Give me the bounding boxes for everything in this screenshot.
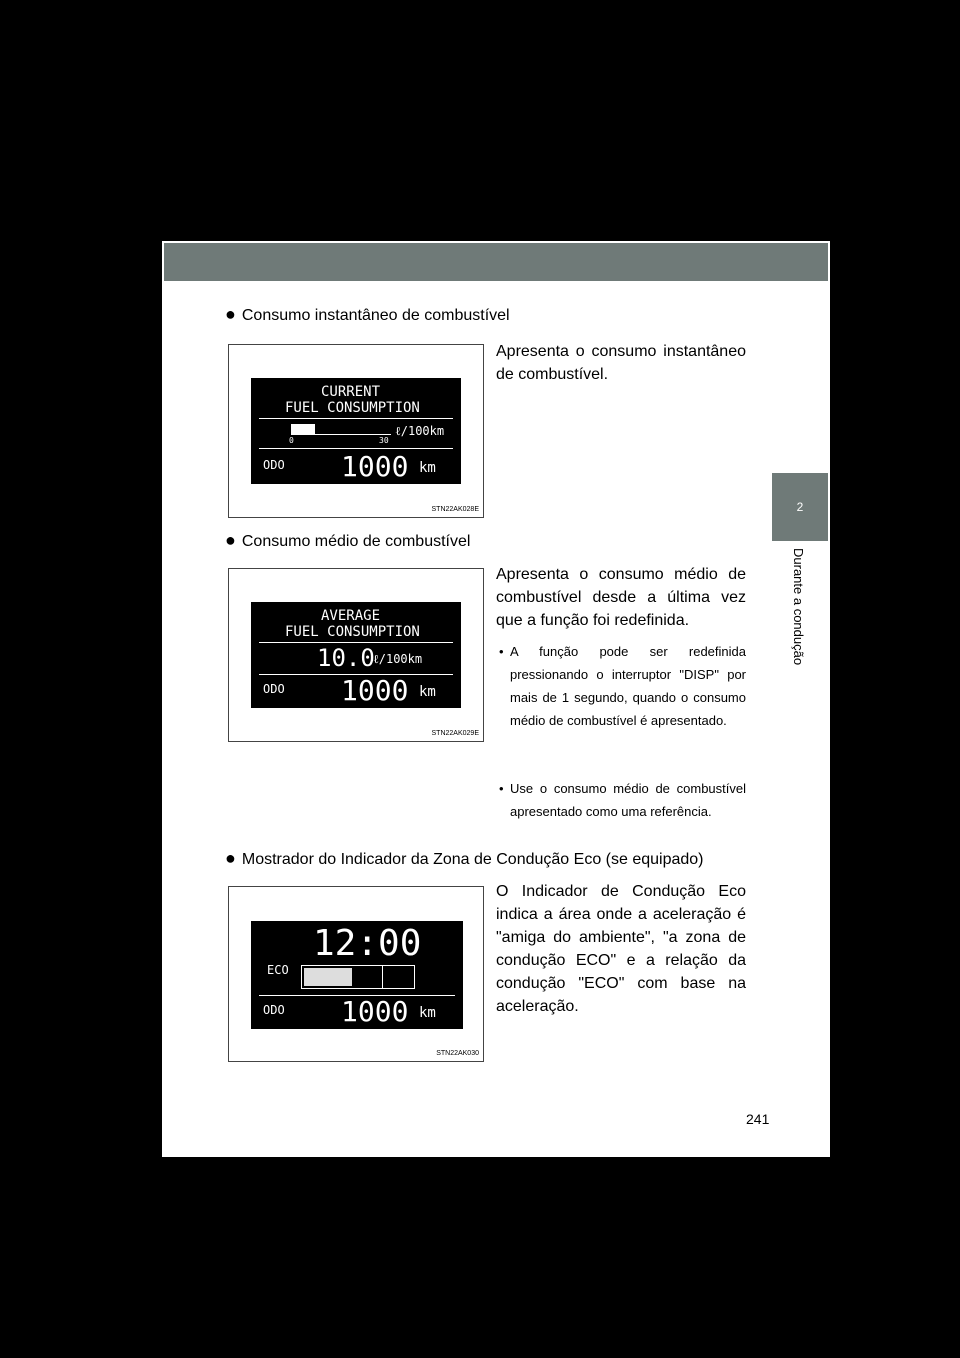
odo-value: 1000 (341, 674, 409, 707)
figure-eco-indicator (228, 886, 484, 1062)
figure-code: STN22AK030 (436, 1050, 479, 1057)
chapter-title: Durante a condução (791, 548, 806, 666)
lcd-line2: FUEL CONSUMPTION (285, 624, 420, 640)
figure-code: STN22AK028E (431, 506, 479, 513)
unit-label: ℓ/100km (373, 652, 423, 666)
bullet-icon: ● (225, 304, 236, 324)
page-number: 241 (746, 1111, 770, 1127)
figure-instant-consumption (228, 344, 484, 518)
lcd-display (251, 378, 461, 484)
section-title-eco: ● Mostrador do Indicador da Zona de Condução Eco (se equipado) (225, 848, 704, 868)
figure-average-consumption (228, 568, 484, 742)
bullet-icon: ● (225, 848, 236, 868)
odo-label: ODO (263, 1003, 285, 1017)
odo-unit: km (419, 684, 436, 700)
odo-unit: km (419, 460, 436, 476)
odo-unit: km (419, 1005, 436, 1021)
lcd-display (251, 602, 461, 708)
unit-label: ℓ/100km (395, 424, 445, 438)
chapter-tab: 2 (772, 473, 828, 541)
header-bar (164, 243, 828, 281)
lcd-line2: FUEL CONSUMPTION (285, 400, 420, 416)
section-body-average: Apresenta o consumo médio de combustível desde a última vez que a função foi redefinida. (496, 566, 746, 629)
bullet-icon: • (499, 644, 504, 659)
eco-label: ECO (267, 963, 289, 977)
odo-label: ODO (263, 682, 285, 696)
section-body-instant: Apresenta o consumo instantâneo de combustível. (496, 343, 746, 383)
odo-value: 1000 (341, 450, 409, 483)
section-title-instant: ● Consumo instantâneo de combustível (225, 304, 510, 324)
bullet-icon: • (499, 781, 504, 796)
clock: 12:00 (313, 923, 422, 964)
note-item: • Use o consumo médio de combustível apresentado como uma referência. (510, 777, 746, 823)
lcd-line1: CURRENT (321, 384, 381, 400)
note-item: • A função pode ser redefinida pressionando o interruptor "DISP" por mais de 1 segundo, quando o consumo médio de combustível é apresentado. (510, 640, 746, 732)
bullet-icon: ● (225, 530, 236, 550)
section-body-eco: O Indicador de Condução Eco indica a área onde a aceleração é "amiga do ambiente", "a zona de condução ECO" e a relação da condução "ECO" com base na aceleração. (496, 883, 746, 1015)
odo-value: 1000 (341, 995, 409, 1028)
consumption-bar (291, 424, 315, 434)
eco-fill (304, 968, 352, 986)
section-title-average: ● Consumo médio de combustível (225, 530, 471, 550)
figure-code: STN22AK029E (431, 730, 479, 737)
lcd-line1: AVERAGE (321, 608, 381, 624)
lcd-display (251, 921, 463, 1029)
eco-gauge (301, 965, 415, 989)
average-value: 10.0 (317, 644, 375, 672)
scale-min: 0 (289, 436, 294, 445)
odo-label: ODO (263, 458, 285, 472)
scale-max: 30 (379, 436, 389, 445)
